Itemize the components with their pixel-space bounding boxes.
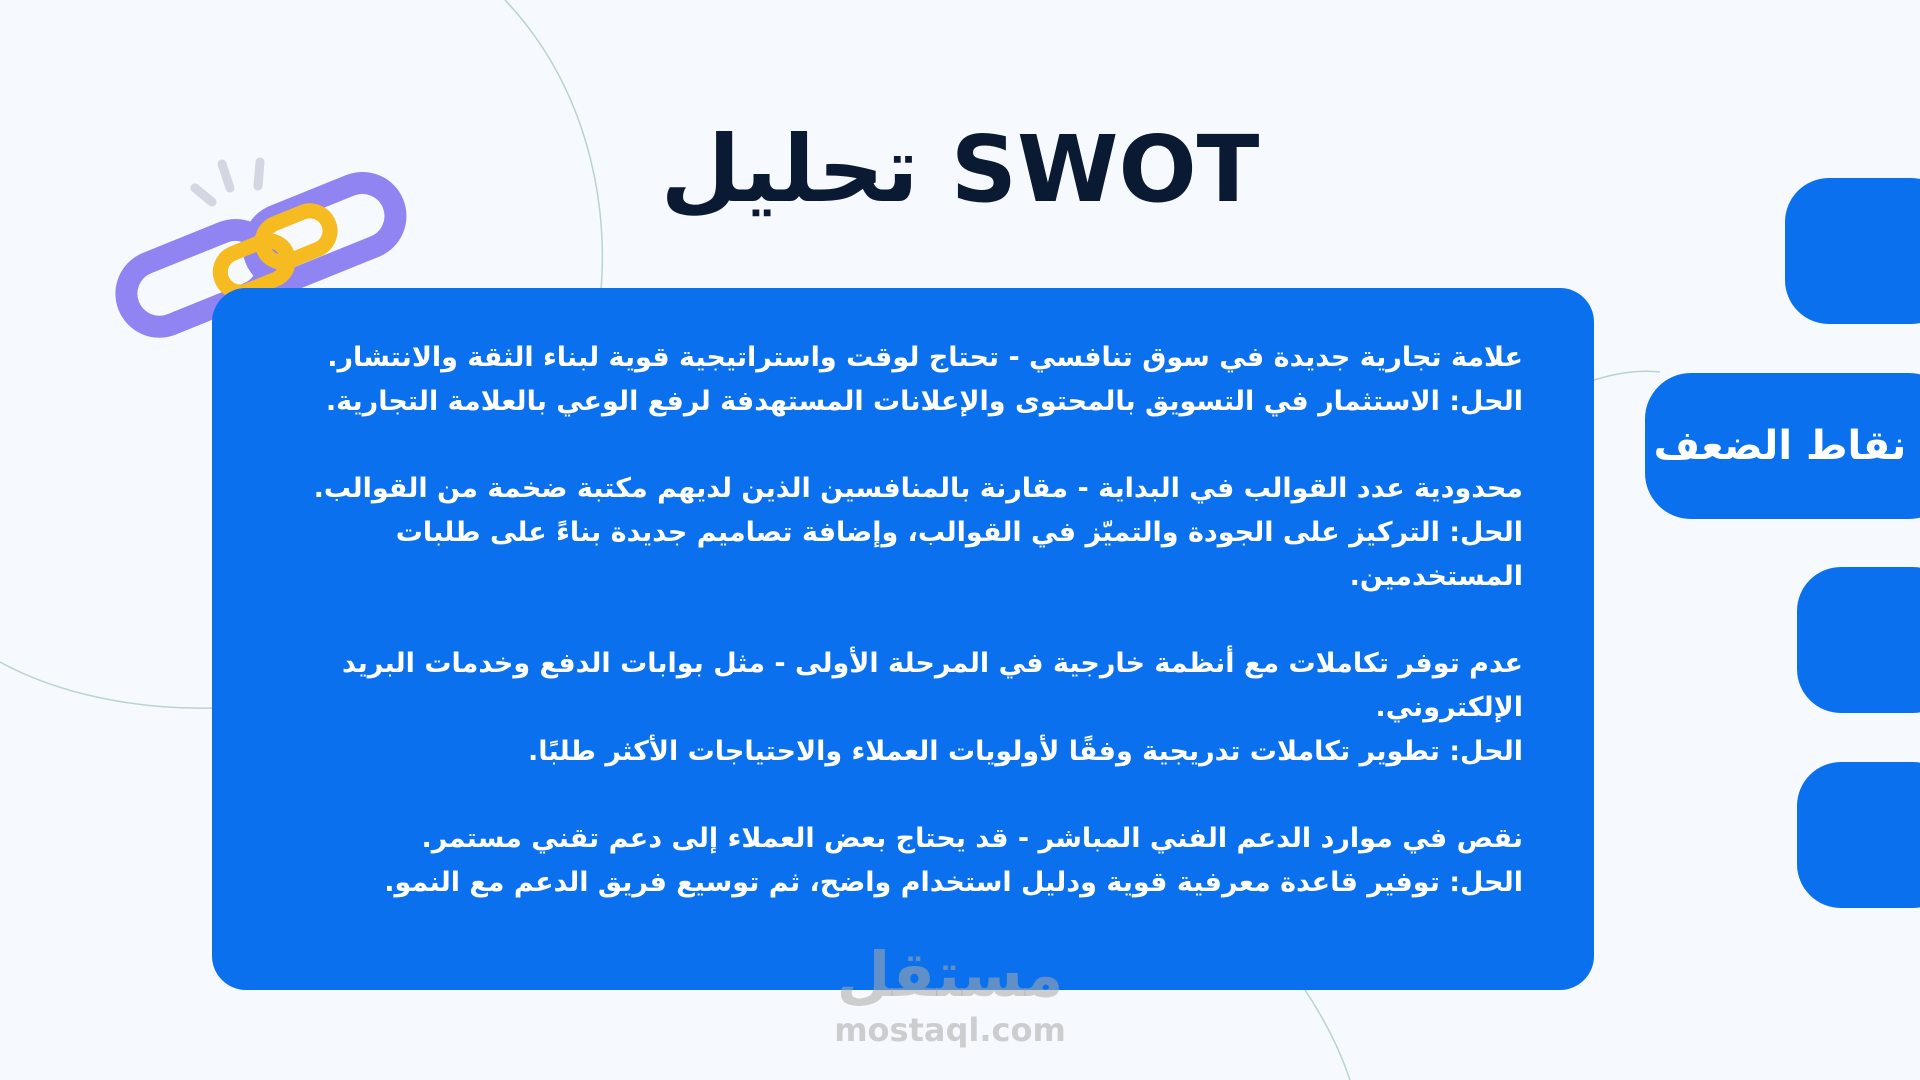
weakness-item	[292, 336, 1523, 424]
weakness-item	[292, 467, 1523, 599]
watermark-url: mostaql.com	[834, 1011, 1066, 1049]
tab-threats[interactable]	[1797, 762, 1920, 908]
tab-opportunities[interactable]	[1797, 567, 1920, 713]
weakness-item	[292, 817, 1523, 905]
weakness-item	[292, 642, 1523, 774]
weaknesses-card	[212, 288, 1594, 990]
weakness-solution: الحل: التركيز على الجودة والتميّز في القوالب، وإضافة تصاميم جديدة بناءً على طلبات المستخدمين.	[395, 517, 1523, 592]
watermark	[820, 940, 1080, 1060]
weakness-problem: محدودية عدد القوالب في البداية - مقارنة بالمنافسين الذين لديهم مكتبة ضخمة من القوالب.	[313, 473, 1523, 504]
weakness-solution: الحل: توفير قاعدة معرفية قوية ودليل استخدام واضح، ثم توسيع فريق الدعم مع النمو.	[384, 867, 1523, 898]
watermark-logo: مستقل	[836, 938, 1064, 1011]
weakness-problem: نقص في موارد الدعم الفني المباشر - قد يحتاج بعض العملاء إلى دعم تقني مستمر.	[421, 823, 1523, 854]
weakness-solution: الحل: الاستثمار في التسويق بالمحتوى والإعلانات المستهدفة لرفع الوعي بالعلامة التجارية.	[325, 386, 1523, 417]
tab-strengths[interactable]	[1785, 178, 1920, 324]
weakness-problem: علامة تجارية جديدة في سوق تنافسي - تحتاج لوقت واستراتيجية قوية لبناء الثقة والانتشار.	[327, 342, 1523, 373]
tab-weaknesses-label: نقاط الضعف	[1653, 423, 1907, 469]
page-title: تحليل SWOT	[660, 115, 1260, 223]
weakness-solution: الحل: تطوير تكاملات تدريجية وفقًا لأولويات العملاء والاحتياجات الأكثر طلبًا.	[528, 736, 1523, 767]
weakness-problem: عدم توفر تكاملات مع أنظمة خارجية في المرحلة الأولى - مثل بوابات الدفع وخدمات البريد الإلكتروني.	[341, 648, 1523, 723]
tab-weaknesses[interactable]	[1645, 373, 1920, 519]
